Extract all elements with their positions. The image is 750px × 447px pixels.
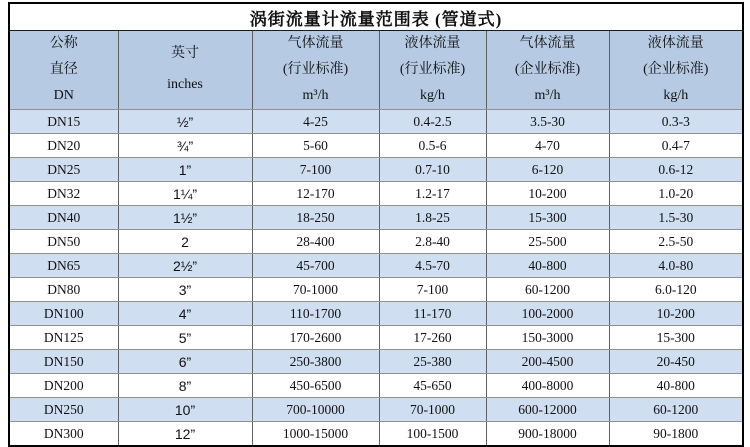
- cell-gas-industry: 70-1000: [252, 278, 379, 302]
- header-gas-enterprise-line2: (企业标准): [514, 62, 581, 77]
- cell-liquid-industry: 70-1000: [379, 398, 486, 422]
- cell-liquid-enterprise: 0.4-7: [609, 134, 743, 158]
- header-dn: [9, 31, 118, 110]
- cell-liquid-industry: 4.5-70: [379, 254, 486, 278]
- cell-inches: 1½”: [118, 206, 252, 230]
- cell-dn: DN80: [9, 278, 118, 302]
- cell-gas-enterprise: 60-1200: [486, 278, 609, 302]
- table-row: [9, 398, 743, 422]
- header-gas-industry-line2: (行业标准): [282, 62, 349, 77]
- cell-dn: DN125: [9, 326, 118, 350]
- cell-liquid-enterprise: 40-800: [609, 374, 743, 398]
- flow-range-table: [8, 2, 744, 447]
- cell-liquid-enterprise: 0.6-12: [609, 158, 743, 182]
- cell-liquid-industry: 0.4-2.5: [379, 110, 486, 134]
- cell-dn: DN25: [9, 158, 118, 182]
- header-liquid-industry-unit: kg/h: [420, 88, 445, 103]
- table-header-row: [9, 31, 743, 110]
- cell-dn: DN15: [9, 110, 118, 134]
- cell-liquid-industry: 1.2-17: [379, 182, 486, 206]
- cell-liquid-enterprise: 1.0-20: [609, 182, 743, 206]
- cell-gas-industry: 4-25: [252, 110, 379, 134]
- cell-liquid-industry: 7-100: [379, 278, 486, 302]
- cell-liquid-enterprise: 1.5-30: [609, 206, 743, 230]
- cell-dn: DN32: [9, 182, 118, 206]
- cell-liquid-enterprise: 90-1800: [609, 422, 743, 447]
- header-gas-enterprise-unit: m³/h: [534, 88, 561, 103]
- cell-liquid-industry: 25-380: [379, 350, 486, 374]
- cell-dn: DN150: [9, 350, 118, 374]
- header-inches: [118, 31, 252, 110]
- cell-gas-enterprise: 900-18000: [486, 422, 609, 447]
- cell-inches: 1¼”: [118, 182, 252, 206]
- cell-liquid-industry: 45-650: [379, 374, 486, 398]
- table-row: [9, 350, 743, 374]
- cell-gas-industry: 170-2600: [252, 326, 379, 350]
- table-row: [9, 302, 743, 326]
- flow-range-table-sheet: [8, 2, 744, 447]
- cell-dn: DN65: [9, 254, 118, 278]
- cell-dn: DN200: [9, 374, 118, 398]
- cell-dn: DN250: [9, 398, 118, 422]
- cell-inches: 6”: [118, 350, 252, 374]
- header-dn-line1: 公称: [49, 36, 78, 51]
- table-body: [9, 110, 743, 447]
- cell-gas-enterprise: 4-70: [486, 134, 609, 158]
- header-gas-industry: [252, 31, 379, 110]
- table-row: [9, 422, 743, 447]
- table-row: [9, 254, 743, 278]
- table-row: [9, 182, 743, 206]
- header-dn-line2: 直径: [49, 62, 78, 77]
- cell-liquid-enterprise: 4.0-80: [609, 254, 743, 278]
- cell-gas-enterprise: 150-3000: [486, 326, 609, 350]
- cell-liquid-industry: 2.8-40: [379, 230, 486, 254]
- header-gas-industry-unit: m³/h: [302, 88, 329, 103]
- header-gas-industry-line1: 气体流量: [287, 36, 344, 51]
- table-row: [9, 110, 743, 134]
- table-row: [9, 278, 743, 302]
- cell-liquid-industry: 11-170: [379, 302, 486, 326]
- cell-liquid-enterprise: 2.5-50: [609, 230, 743, 254]
- cell-inches: ¾”: [118, 134, 252, 158]
- header-liquid-industry: [379, 31, 486, 110]
- header-liquid-enterprise-unit: kg/h: [663, 88, 689, 103]
- cell-gas-industry: 110-1700: [252, 302, 379, 326]
- table-title: 涡街流量计流量范围表 (管道式): [9, 3, 743, 31]
- cell-inches: 8”: [118, 374, 252, 398]
- cell-liquid-industry: 17-260: [379, 326, 486, 350]
- cell-gas-industry: 450-6500: [252, 374, 379, 398]
- cell-inches: 2½”: [118, 254, 252, 278]
- header-inches-line1: 英寸: [171, 45, 199, 61]
- cell-gas-enterprise: 40-800: [486, 254, 609, 278]
- cell-gas-industry: 1000-15000: [252, 422, 379, 447]
- header-liquid-enterprise-line1: 液体流量: [647, 36, 704, 51]
- cell-gas-industry: 28-400: [252, 230, 379, 254]
- cell-liquid-enterprise: 15-300: [609, 326, 743, 350]
- header-liquid-enterprise-line2: (企业标准): [643, 62, 709, 77]
- cell-inches: 5”: [118, 326, 252, 350]
- cell-inches: ½”: [118, 110, 252, 134]
- table-row: [9, 134, 743, 158]
- table-row: [9, 374, 743, 398]
- table-title-row: [9, 3, 743, 31]
- cell-gas-industry: 18-250: [252, 206, 379, 230]
- cell-inches: 3”: [118, 278, 252, 302]
- cell-inches: 12”: [118, 422, 252, 447]
- cell-dn: DN40: [9, 206, 118, 230]
- cell-gas-enterprise: 600-12000: [486, 398, 609, 422]
- cell-dn: DN50: [9, 230, 118, 254]
- cell-gas-industry: 5-60: [252, 134, 379, 158]
- cell-liquid-enterprise: 6.0-120: [609, 278, 743, 302]
- cell-gas-industry: 45-700: [252, 254, 379, 278]
- cell-gas-enterprise: 3.5-30: [486, 110, 609, 134]
- cell-gas-enterprise: 15-300: [486, 206, 609, 230]
- cell-liquid-industry: 0.7-10: [379, 158, 486, 182]
- cell-inches: 4”: [118, 302, 252, 326]
- cell-liquid-industry: 0.5-6: [379, 134, 486, 158]
- cell-gas-enterprise: 200-4500: [486, 350, 609, 374]
- header-gas-enterprise-line1: 气体流量: [519, 36, 576, 51]
- cell-liquid-industry: 100-1500: [379, 422, 486, 447]
- cell-dn: DN20: [9, 134, 118, 158]
- header-liquid-industry-line1: 液体流量: [404, 36, 461, 51]
- header-gas-enterprise: [486, 31, 609, 110]
- cell-inches: 2: [118, 230, 252, 254]
- cell-liquid-enterprise: 0.3-3: [609, 110, 743, 134]
- cell-gas-enterprise: 6-120: [486, 158, 609, 182]
- cell-gas-industry: 700-10000: [252, 398, 379, 422]
- header-liquid-industry-line2: (行业标准): [399, 62, 466, 77]
- cell-gas-industry: 12-170: [252, 182, 379, 206]
- header-inches-line2: inches: [167, 77, 203, 93]
- table-row: [9, 158, 743, 182]
- cell-gas-enterprise: 25-500: [486, 230, 609, 254]
- cell-gas-industry: 250-3800: [252, 350, 379, 374]
- table-row: [9, 230, 743, 254]
- cell-liquid-industry: 1.8-25: [379, 206, 486, 230]
- cell-liquid-enterprise: 60-1200: [609, 398, 743, 422]
- cell-liquid-enterprise: 10-200: [609, 302, 743, 326]
- header-liquid-enterprise: [609, 31, 743, 110]
- cell-gas-enterprise: 400-8000: [486, 374, 609, 398]
- header-dn-line3: DN: [53, 88, 74, 103]
- cell-liquid-enterprise: 20-450: [609, 350, 743, 374]
- cell-gas-enterprise: 10-200: [486, 182, 609, 206]
- cell-dn: DN100: [9, 302, 118, 326]
- cell-dn: DN300: [9, 422, 118, 447]
- cell-gas-industry: 7-100: [252, 158, 379, 182]
- table-row: [9, 206, 743, 230]
- cell-inches: 1”: [118, 158, 252, 182]
- cell-gas-enterprise: 100-2000: [486, 302, 609, 326]
- table-row: [9, 326, 743, 350]
- cell-inches: 10”: [118, 398, 252, 422]
